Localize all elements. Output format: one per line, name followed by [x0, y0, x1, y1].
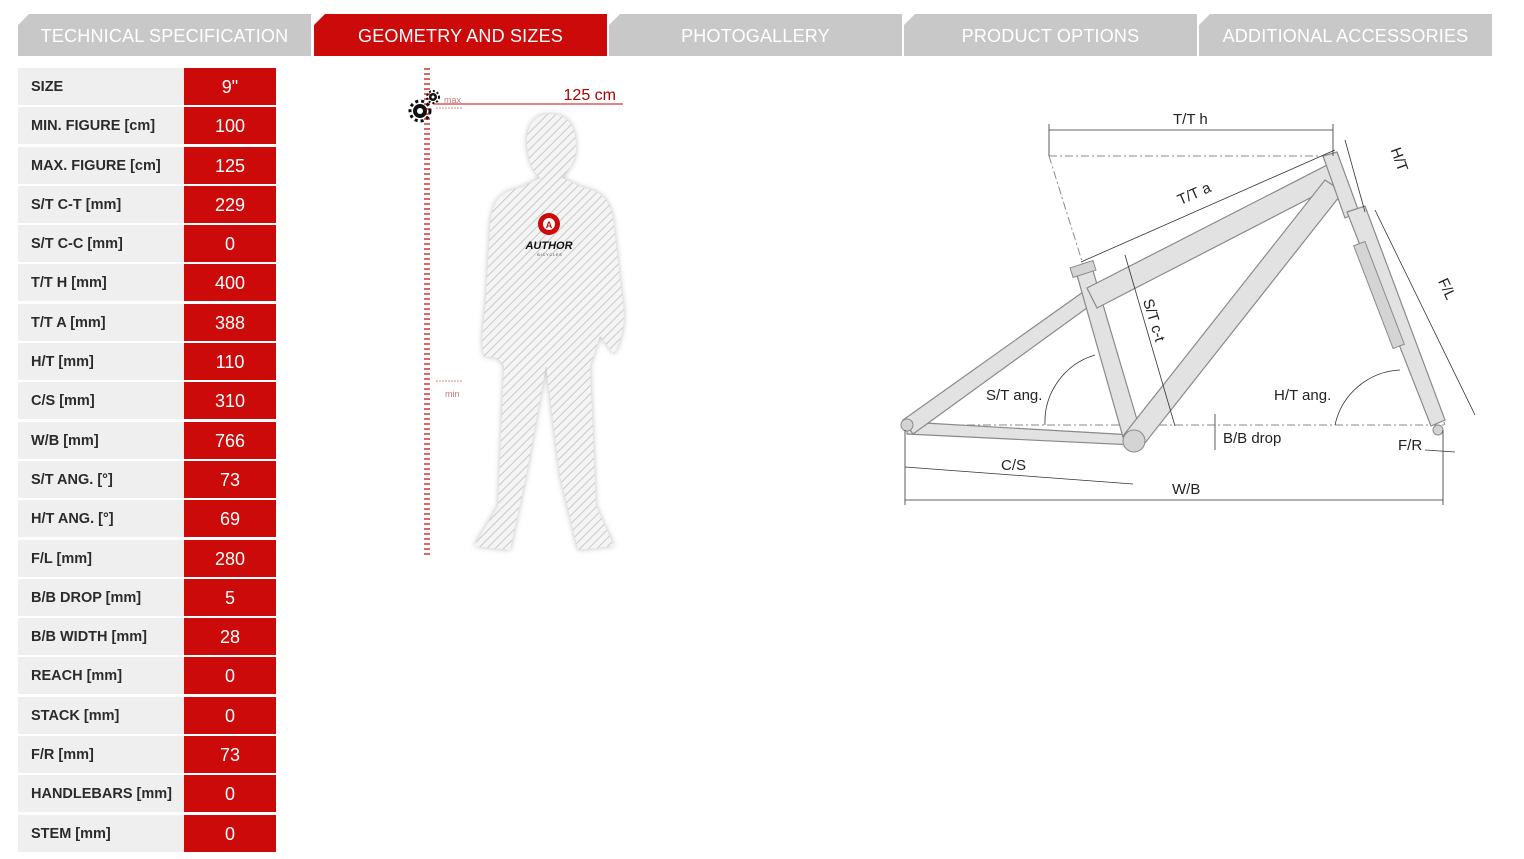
- front-dropout: [1433, 425, 1443, 435]
- spec-row-st-ang: [18, 461, 278, 500]
- spec-value: 69: [184, 500, 276, 539]
- spec-value: 310: [184, 382, 276, 421]
- tab-photogallery[interactable]: [609, 14, 902, 56]
- spec-row-st-ct: [18, 186, 278, 225]
- spec-value: 0: [184, 815, 276, 854]
- spec-row-fl: [18, 540, 278, 579]
- bike-geometry-diagram: [885, 100, 1485, 520]
- spec-label: T/T H [mm]: [18, 264, 195, 303]
- spec-row-fr: [18, 736, 278, 775]
- spec-value: 5: [184, 579, 276, 618]
- spec-label: S/T C-C [mm]: [18, 225, 195, 264]
- spec-value: 110: [184, 343, 276, 382]
- spec-label: H/T ANG. [°]: [18, 500, 195, 539]
- st-angle-arc: [1045, 355, 1095, 425]
- spec-value: 125: [184, 147, 276, 186]
- spec-row-ht-ang: [18, 500, 278, 539]
- rear-dropout: [901, 419, 913, 431]
- spec-label: REACH [mm]: [18, 657, 195, 696]
- ht-angle-arc: [1335, 370, 1400, 425]
- spec-value: 229: [184, 186, 276, 225]
- geometry-spec-table: [18, 68, 278, 854]
- spec-row-min-figure: [18, 107, 278, 146]
- spec-row-bb-drop: [18, 579, 278, 618]
- min-label: min: [445, 389, 460, 399]
- spec-row-handlebars: [18, 775, 278, 814]
- spec-row-bb-width: [18, 618, 278, 657]
- spec-value: 73: [184, 736, 276, 775]
- brand-subtitle: BICYCLES: [537, 253, 563, 257]
- spec-value: 9": [184, 68, 276, 107]
- spec-label: HANDLEBARS [mm]: [18, 775, 195, 814]
- spec-label: H/T [mm]: [18, 343, 195, 382]
- spec-row-stack: [18, 697, 278, 736]
- spec-value: 28: [184, 618, 276, 657]
- label-ht-ang: H/T ang.: [1274, 387, 1332, 404]
- height-value-label: 125 cm: [563, 87, 616, 104]
- spec-value: 766: [184, 422, 276, 461]
- tab-notch: [609, 14, 620, 25]
- label-tt-a: T/T a: [1174, 179, 1214, 209]
- dim-fr: [1425, 450, 1455, 452]
- label-bb-drop: B/B drop: [1223, 430, 1282, 447]
- label-fl: F/L: [1434, 275, 1459, 303]
- spec-label: S/T C-T [mm]: [18, 186, 195, 225]
- tab-notch: [1199, 14, 1210, 25]
- label-wb: W/B: [1172, 481, 1201, 498]
- spec-label: F/R [mm]: [18, 736, 195, 775]
- tab-label: GEOMETRY AND SIZES: [358, 26, 563, 46]
- spec-value: 100: [184, 107, 276, 146]
- brand-name: AUTHOR: [525, 240, 573, 252]
- max-label: max: [444, 95, 462, 105]
- tab-additional-accessories[interactable]: [1199, 14, 1492, 56]
- spec-value: 400: [184, 264, 276, 303]
- spec-value: 73: [184, 461, 276, 500]
- seat-stay: [903, 292, 1091, 434]
- spec-label: T/T A [mm]: [18, 304, 195, 343]
- spec-row-tt-a: [18, 304, 278, 343]
- fork: [1347, 206, 1445, 426]
- spec-label: B/B DROP [mm]: [18, 579, 195, 618]
- spec-value: 0: [184, 775, 276, 814]
- tab-label: TECHNICAL SPECIFICATION: [40, 26, 289, 46]
- gear-icon[interactable]: [410, 101, 430, 121]
- spec-label: STEM [mm]: [18, 815, 195, 854]
- spec-row-ht: [18, 343, 278, 382]
- spec-value: 280: [184, 540, 276, 579]
- tab-bar: [18, 14, 1493, 56]
- spec-row-size: [18, 68, 278, 107]
- spec-label: C/S [mm]: [18, 382, 195, 421]
- spec-row-max-figure: [18, 147, 278, 186]
- tab-notch: [904, 14, 915, 25]
- tab-notch: [314, 14, 325, 25]
- spec-label: SIZE: [18, 68, 195, 107]
- label-ht: H/T: [1386, 145, 1412, 174]
- tab-label: PHOTOGALLERY: [681, 26, 830, 46]
- tab-label: ADDITIONAL ACCESSORIES: [1222, 26, 1469, 46]
- spec-label: B/B WIDTH [mm]: [18, 618, 195, 657]
- spec-value: 388: [184, 304, 276, 343]
- tab-geometry-and-sizes[interactable]: [314, 14, 607, 56]
- rider-size-figure: [400, 66, 640, 561]
- tab-notch: [18, 14, 29, 25]
- tab-technical-specification[interactable]: [18, 14, 311, 56]
- spec-label: S/T ANG. [°]: [18, 461, 195, 500]
- label-fr: F/R: [1398, 437, 1423, 454]
- spec-row-st-cc: [18, 225, 278, 264]
- spec-row-cs: [18, 382, 278, 421]
- tab-label: PRODUCT OPTIONS: [961, 26, 1140, 46]
- label-st-ang: S/T ang.: [986, 387, 1043, 404]
- spec-row-reach: [18, 657, 278, 696]
- label-st-ct: S/T c-t: [1139, 296, 1169, 344]
- spec-value: 0: [184, 657, 276, 696]
- label-tt-h: T/T h: [1173, 111, 1208, 128]
- spec-value: 0: [184, 225, 276, 264]
- tab-product-options[interactable]: [904, 14, 1197, 56]
- spec-row-wb: [18, 422, 278, 461]
- spec-value: 0: [184, 697, 276, 736]
- spec-label: F/L [mm]: [18, 540, 195, 579]
- spec-label: STACK [mm]: [18, 697, 195, 736]
- spec-label: MAX. FIGURE [cm]: [18, 147, 195, 186]
- spec-label: MIN. FIGURE [cm]: [18, 107, 195, 146]
- rider-silhouette: [474, 114, 624, 550]
- gear-small-icon[interactable]: [427, 91, 439, 103]
- spec-label: W/B [mm]: [18, 422, 195, 461]
- label-cs: C/S: [1001, 457, 1027, 474]
- svg-text:A: A: [545, 220, 553, 230]
- bottom-bracket: [1123, 430, 1145, 452]
- spec-row-tt-h: [18, 264, 278, 303]
- spec-row-stem: [18, 815, 278, 854]
